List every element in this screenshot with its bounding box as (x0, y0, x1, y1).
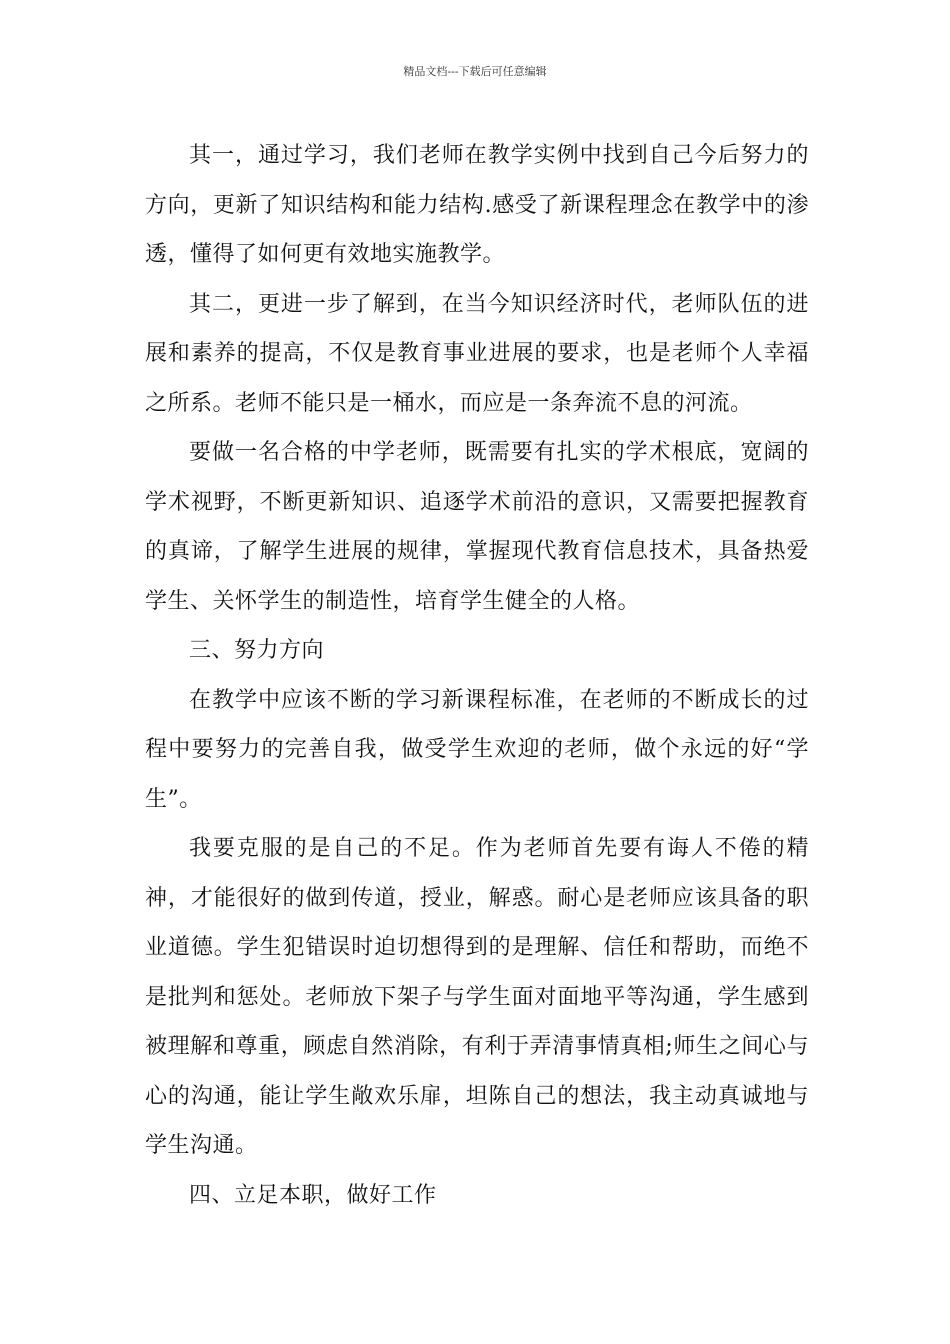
paragraph: 在教学中应该不断的学习新课程标准，在老师的不断成长的过程中要努力的完善自我，做受学生欢迎的老师，做个永远的好“学生”。 (145, 687, 809, 812)
paragraph: 其二，更进一步了解到，在当今知识经济时代，老师队伍的进展和素养的提高，不仅是教育事业进展的要求，也是老师个人幸福之所系。老师不能只是一桶水，而应是一条奔流不息的河流。 (145, 291, 809, 416)
paragraph: 其一，通过学习，我们老师在教学实例中找到自己今后努力的方向，更新了知识结构和能力结构.感受了新课程理念在教学中的渗透，懂得了如何更有效地实施教学。 (145, 143, 809, 267)
paragraph: 要做一名合格的中学老师，既需要有扎实的学术根底，宽阔的学术视野，不断更新知识、追逐学术前沿的意识，又需要把握教育的真谛，了解学生进展的规律，掌握现代教育信息技术，具备热爱学生、关怀学生的制造性，培育学生健全的人格。 (145, 440, 809, 614)
section-heading: 四、立足本职，做好工作 (189, 1182, 437, 1208)
document-body (145, 131, 809, 1220)
section-heading: 三、努力方向 (189, 638, 325, 663)
paragraph: 我要克服的是自己的不足。作为老师首先要有诲人不倦的精神，才能很好的做到传道，授业，解惑。耐心是老师应该具备的职业道德。学生犯错误时迫切想得到的是理解、信任和帮助，而绝不是批判和惩处。老师放下架子与学生面对面地平等沟通，学生感到被理解和尊重，顾虑自然消除，有利于弄清事情真相;师生之间心与心的沟通，能让学生敞欢乐扉，坦陈自己的想法，我主动真诚地与学生沟通。 (145, 836, 809, 1158)
page-header: 精品文档---下载后可任意编辑 (403, 65, 547, 78)
